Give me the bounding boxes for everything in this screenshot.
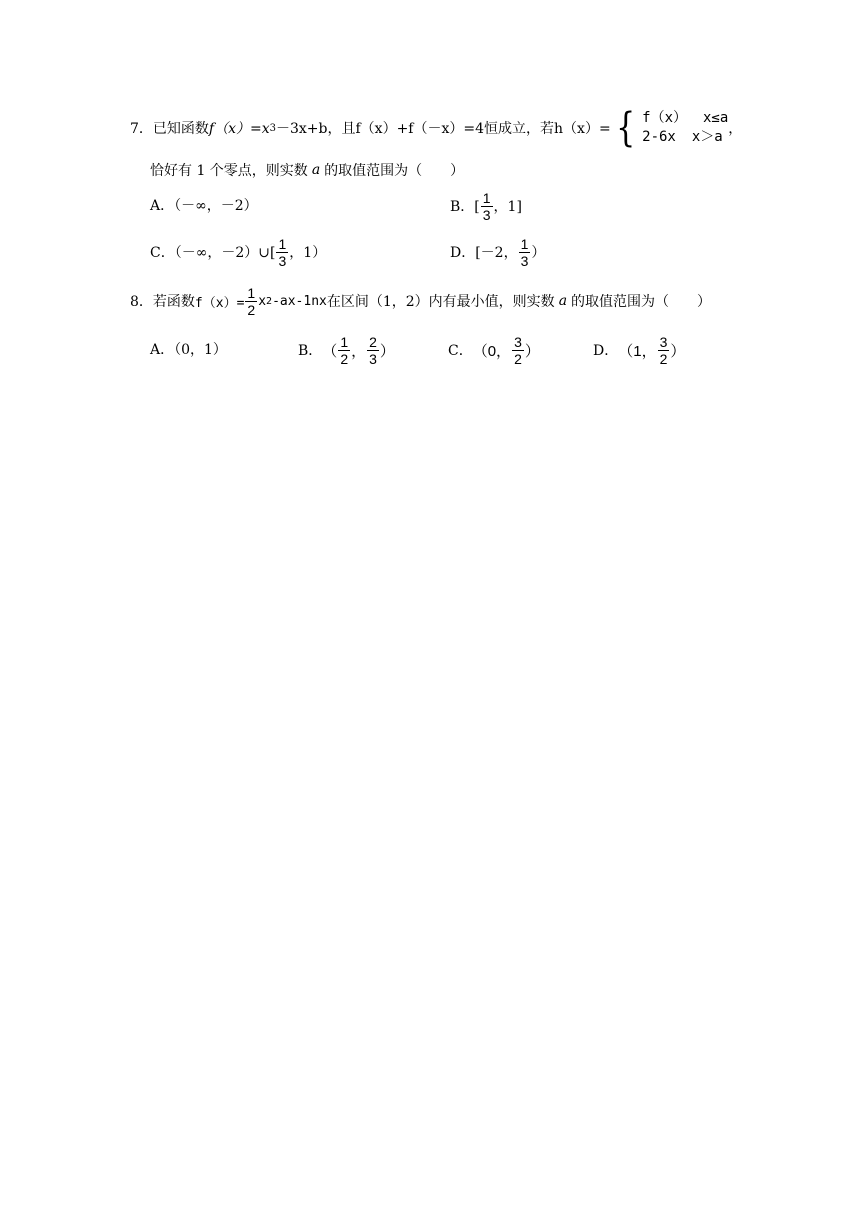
q8-pre: 若函数 [152, 294, 195, 310]
q7-option-b-fraction [481, 191, 493, 222]
q8-option-d-frac [658, 335, 670, 366]
q8-c-d: 2 [514, 350, 522, 367]
q7-b-den: 3 [482, 206, 491, 223]
q8-option-c [448, 330, 540, 370]
q7-option-c-pre: C．（－∞，－2）∪[ [150, 245, 276, 261]
q7-case1-cond: x≤a [703, 110, 729, 127]
q8-b-n2: 2 [369, 333, 377, 350]
q7-b-num: 1 [482, 189, 491, 206]
q8-f-den: 2 [247, 301, 256, 318]
q7-option-b-post: ，1] [493, 199, 522, 215]
q8-option-b-sep: ， [351, 342, 367, 360]
q7-stem-line1 [130, 106, 742, 150]
q7-line2-end: 的取值范围为（ ） [324, 163, 465, 179]
q7-post: 恒成立，若 [484, 121, 555, 137]
q8-option-b [298, 330, 395, 370]
q8-f-x: x [258, 293, 267, 309]
q7-f-def: f（x）=x [208, 121, 270, 137]
q8-option-c-label: C． [448, 343, 473, 359]
q7-option-c-post: ，1） [289, 245, 327, 261]
q7-option-c [150, 232, 326, 272]
q8-option-b-label: B． [298, 343, 323, 359]
q8-option-b-open: （ [322, 342, 338, 360]
q7-c-den: 3 [278, 252, 287, 269]
q7-tail: ， [728, 121, 743, 137]
q8-option-d-close: ） [670, 342, 686, 360]
q8-option-d-label: D． [593, 343, 619, 359]
q7-pre: 已知函数 [152, 121, 209, 137]
q7-stem-line2 [150, 160, 464, 180]
q8-f-rest: -ax-1nx [272, 293, 327, 309]
q7-piecewise [642, 109, 728, 147]
q7-line2-var: a [311, 162, 321, 178]
q7-option-d-fraction [519, 237, 531, 268]
q7-case1-expr: f（x） [642, 110, 687, 127]
q8-d-d: 2 [659, 350, 668, 367]
q7-option-d-post: ） [531, 245, 546, 261]
q8-option-b-close: ） [379, 342, 395, 360]
q7-h: h（x）= [554, 121, 611, 137]
q8-option-b-frac1 [338, 335, 350, 366]
q8-b-n1: 1 [340, 333, 349, 350]
q8-option-b-frac2 [367, 335, 379, 366]
q8-stem [130, 281, 711, 321]
q8-b-d2: 3 [369, 350, 377, 367]
q7-option-a [150, 194, 258, 216]
q8-post: 在区间（1，2）内有最小值，则实数 [326, 294, 555, 310]
q8-end: 的取值范围为（ ） [571, 294, 712, 310]
q7-option-c-fraction [276, 237, 288, 268]
q7-option-d-pre: D．[－2， [450, 245, 518, 261]
q7-number: 7． [130, 121, 153, 137]
q8-option-c-frac [512, 335, 524, 366]
q8-option-a-text: A．（0，1） [150, 342, 227, 358]
q7-c-num: 1 [278, 235, 287, 252]
q7-case-2 [642, 128, 728, 147]
q8-option-a [150, 338, 227, 360]
q7-option-a-text: A．（－∞，－2） [150, 198, 258, 214]
q7-d-den: 3 [520, 252, 529, 269]
q8-option-d [593, 330, 685, 370]
q8-option-d-open: （1， [618, 342, 657, 360]
q7-f-rest: －3x+b，且 [276, 121, 356, 137]
q8-c-n: 3 [514, 333, 522, 350]
q8-b-d1: 2 [340, 350, 349, 367]
q7-case2-expr: 2-6x [642, 129, 676, 145]
q7-f-exp: 3 [269, 122, 276, 134]
q7-line2: 恰好有 1 个零点，则实数 [150, 163, 308, 179]
q7-case2-cond: x＞a [691, 129, 723, 145]
q7-option-b [450, 186, 522, 226]
q8-f-lhs: f（x）= [194, 295, 245, 311]
q8-option-c-open: （0， [472, 342, 512, 360]
q8-f-fraction [245, 286, 257, 317]
q8-f-exp: 2 [266, 295, 273, 307]
q7-condition: f（x）+f（－x）=4 [355, 121, 485, 137]
q8-f-num: 1 [247, 284, 256, 301]
q8-option-c-close: ） [524, 342, 540, 360]
q7-piecewise-brace: { [615, 105, 635, 151]
q7-option-b-pre: B．[ [450, 199, 480, 215]
q8-d-n: 3 [659, 333, 668, 350]
q8-var: a [558, 293, 568, 309]
q7-case-1 [642, 109, 728, 128]
q7-d-num: 1 [520, 235, 529, 252]
q7-option-d [450, 232, 545, 272]
q8-number: 8． [130, 294, 153, 310]
